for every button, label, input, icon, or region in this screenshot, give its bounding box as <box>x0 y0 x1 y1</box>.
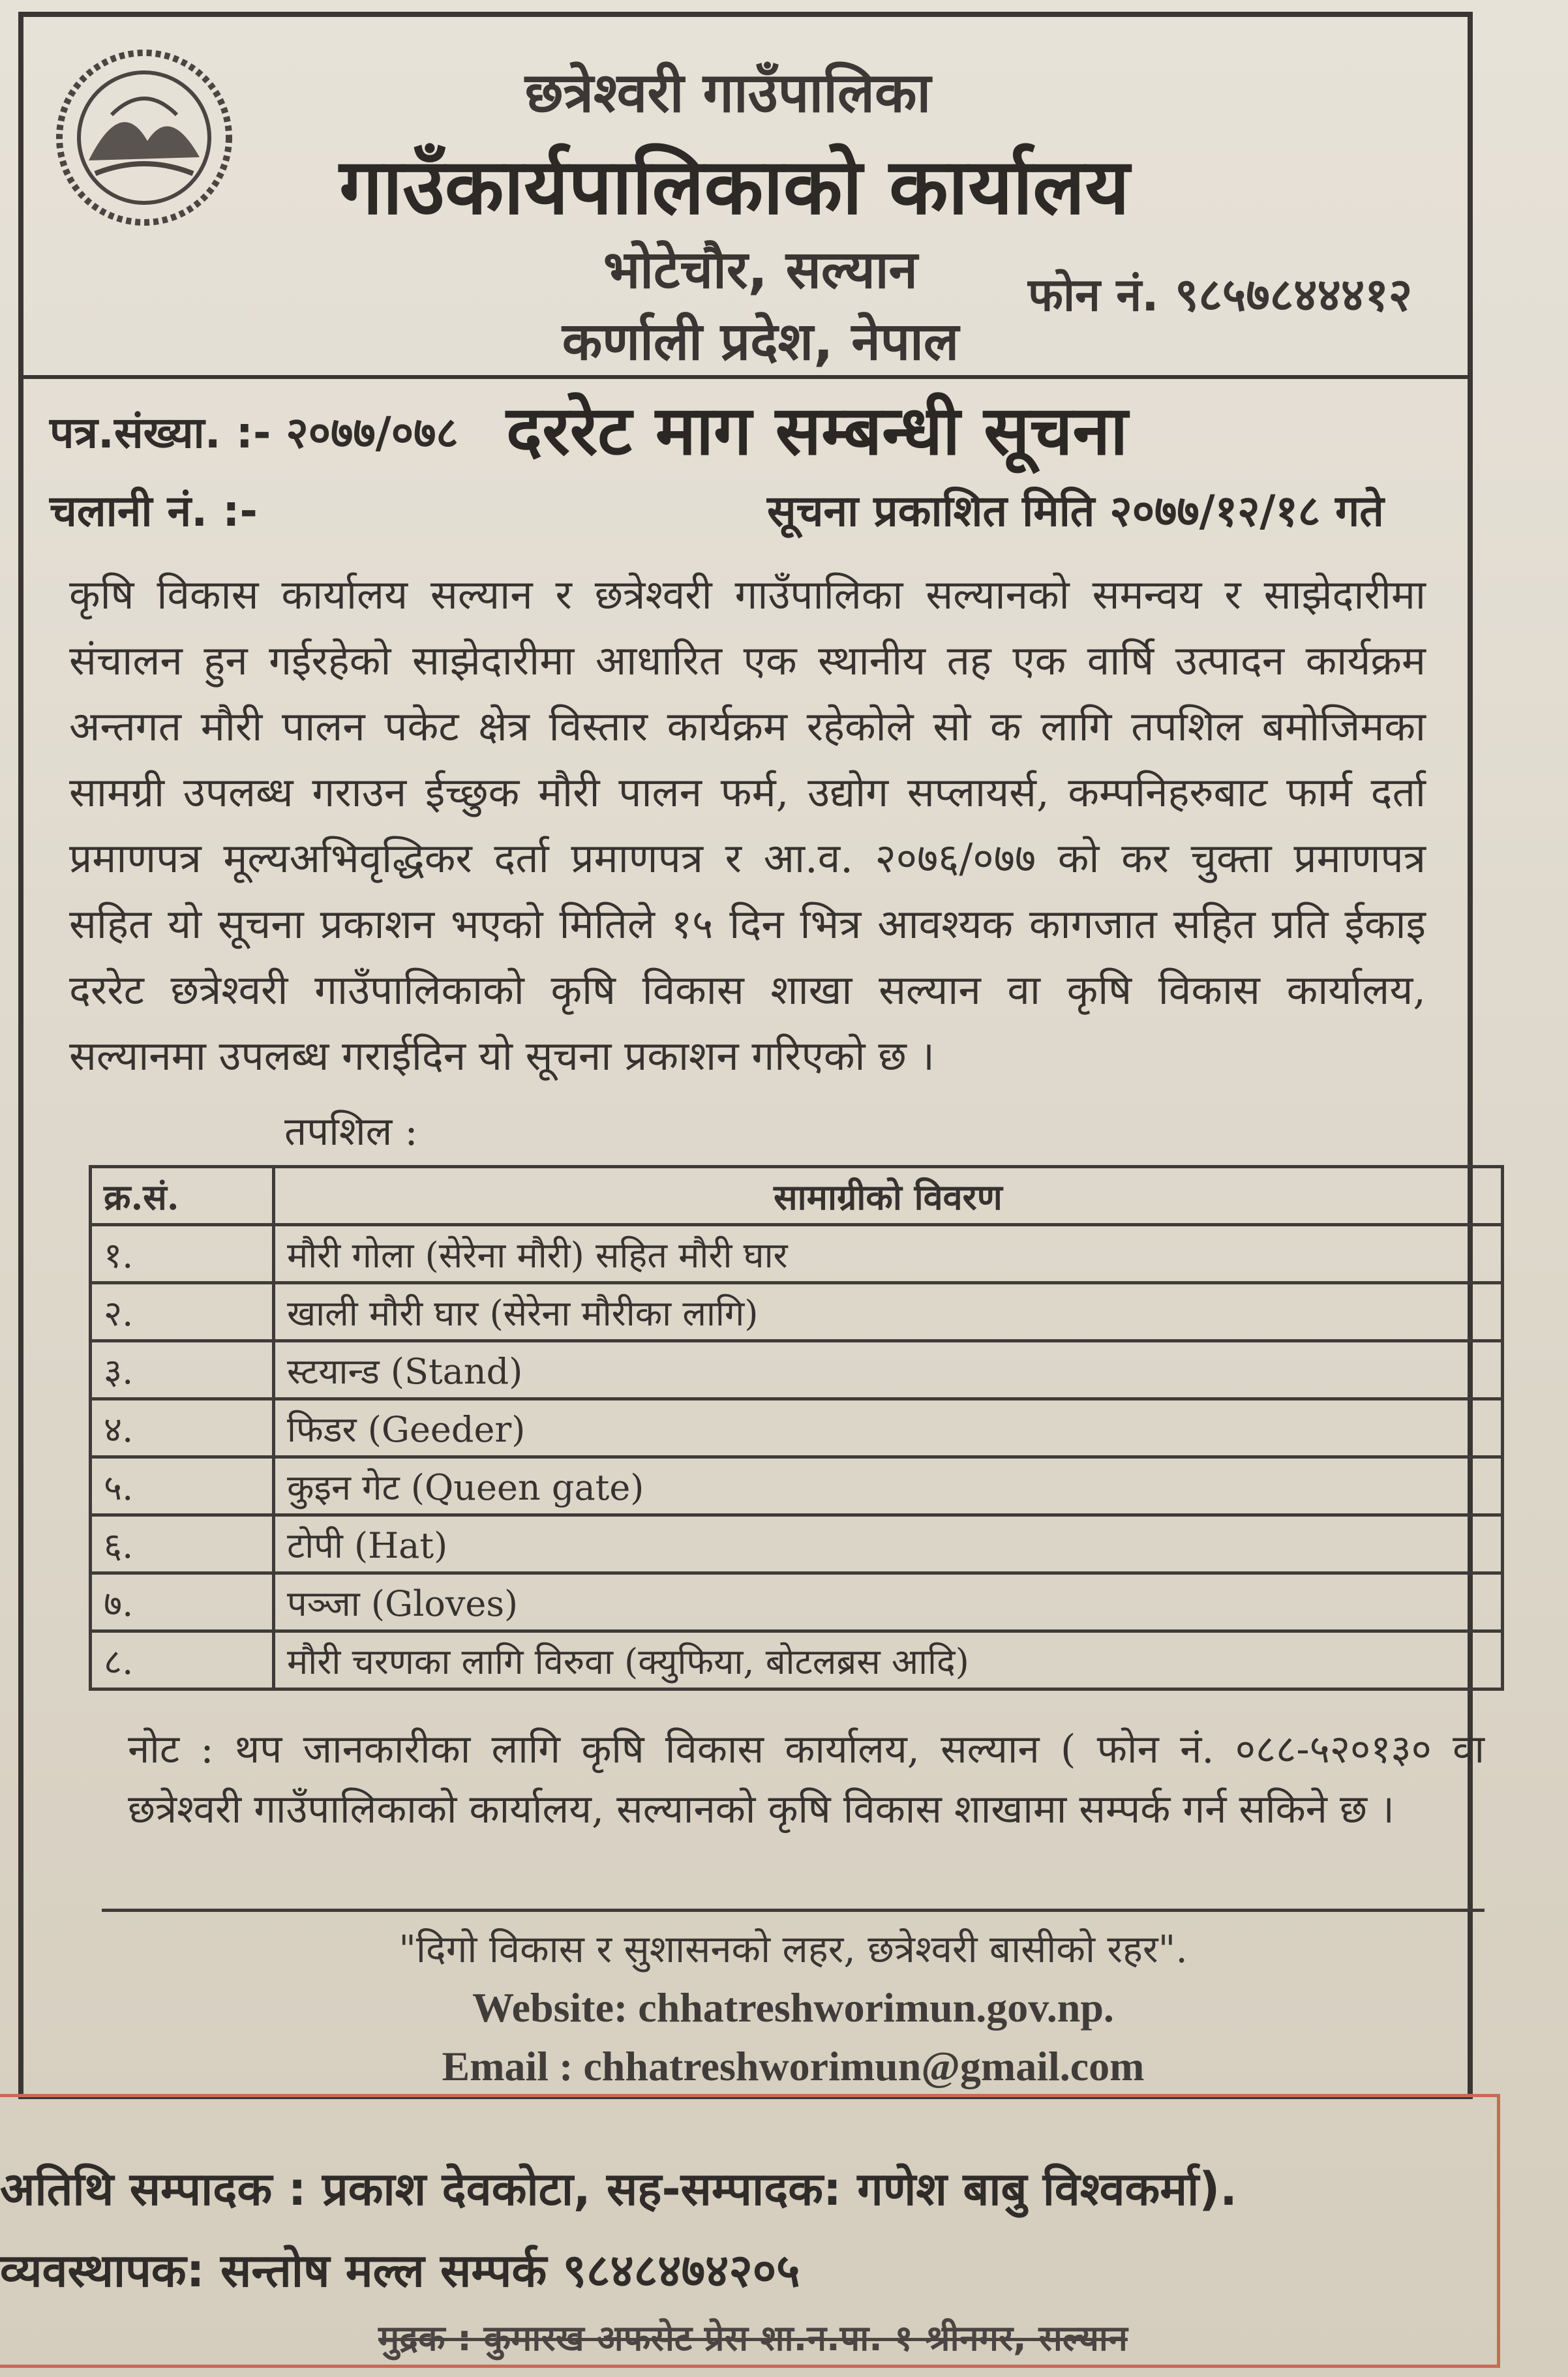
notice-title: दररेट माग सम्बन्धी सूचना <box>506 391 1128 470</box>
office-name: गाउँकार्यपालिकाको कार्यालय <box>339 142 1130 232</box>
letter-number: पत्र.संख्या. :- २०७७/०७८ <box>50 408 459 458</box>
row-item: पञ्जा (Gloves) <box>274 1573 1503 1631</box>
schedule-label: तपशिल : <box>284 1109 418 1155</box>
note-text: नोट : थप जानकारीका लागि कृषि विकास कार्यालय, सल्यान ( फोन नं. ०८८-५२०१३० वा छत्रेश्वरी गाउँपालिकाको कार्यालय, सल्यानको कृषि विकास शाखामा सम्पर्क गर्न सकिने छ । <box>128 1727 1485 1832</box>
row-sn: २. <box>91 1283 274 1341</box>
dispatch-number: चलानी नं. :- <box>50 486 258 536</box>
address-line-2: कर्णाली प्रदेश, नेपाल <box>562 311 959 372</box>
email-text: Email : chhatreshworimun@gmail.com <box>442 2043 1145 2089</box>
column-header-description: सामाग्रीको विवरण <box>274 1167 1503 1225</box>
table-row <box>91 1399 1503 1457</box>
phone-number: फोन नं. ९८५७८४४४१२ <box>1028 268 1413 322</box>
row-item: मौरी गोला (सेरेना मौरी) सहित मौरी घार <box>274 1225 1503 1283</box>
column-header-sn: क्र.सं. <box>91 1167 274 1225</box>
row-sn: ५. <box>91 1457 274 1515</box>
manager-credit: व्यवस्थापक: सन्तोष मल्ल सम्पर्क ९८४८४७४२०५ <box>0 2244 800 2297</box>
notice-box <box>18 12 1485 2099</box>
row-item: मौरी चरणका लागि विरुवा (क्युफिया, बोटलब्रस आदि) <box>274 1631 1503 1689</box>
table-row <box>91 1631 1503 1689</box>
row-sn: ३. <box>91 1341 274 1399</box>
row-item: टोपी (Hat) <box>274 1515 1503 1573</box>
table-row <box>91 1341 1503 1399</box>
published-date: सूचना प्रकाशित मिति २०७७/१२/१८ गते <box>767 486 1384 536</box>
table-row <box>91 1225 1503 1283</box>
credits-box <box>0 2094 1500 2368</box>
printer-credit: मुद्रक : कुमारख अफसेट प्रेस शा.न.पा. १ श्रीनगर, सल्यान <box>378 2318 1128 2359</box>
row-sn: ८. <box>91 1631 274 1689</box>
row-sn: ७. <box>91 1573 274 1631</box>
table-row <box>91 1283 1503 1341</box>
table-header-row <box>91 1167 1503 1225</box>
emblem-logo <box>50 43 239 232</box>
notice-footer <box>102 1909 1485 2108</box>
row-sn: ६. <box>91 1515 274 1573</box>
table-row <box>91 1515 1503 1573</box>
editor-credit: अतिथि सम्पादक : प्रकाश देवकोटा, सह-सम्पादक: गणेश बाबु विश्वकर्मा). <box>0 2162 1237 2216</box>
row-item: कुइन गेट (Queen gate) <box>274 1457 1503 1515</box>
table-row <box>91 1457 1503 1515</box>
row-item: खाली मौरी घार (सेरेना मौरीका लागि) <box>274 1283 1503 1341</box>
notice-header <box>23 17 1468 379</box>
notice-body: कृषि विकास कार्यालय सल्यान र छत्रेश्वरी गाउँपालिका सल्यानको समन्वय र साझेदारीमा संचालन हुन गईरहेको साझेदारीमा आधारित एक स्थानीय तह एक वार्षि उत्पादन कार्यक्रम अन्तगत मौरी पालन पकेट क्षेत्र विस्तार कार्यक्रम रहेकोले सो क लागि तपशिल बमोजिमका सामग्री उपलब्ध गराउन ईच्छुक मौरी पालन फर्म, उद्योग सप्लायर्स, कम्पनिहरुबाट फार्म दर्ता प्रमाणपत्र मूल्यअभिवृद्धिकर दर्ता प्रमाणपत्र र आ.व. २०७६/०७७ को कर चुक्ता प्रमाणपत्र सहित यो सूचना प्रकाशन भएको मितिले १५ दिन भित्र आवश्यक कागजात सहित प्रति ईकाइ दररेट छत्रेश्वरी गाउँपालिकाको कृषि विकास शाखा सल्यान वा कृषि विकास कार्यालय, सल्यानमा उपलब्ध गराईदिन यो सूचना प्रकाशन गरिएको छ । <box>69 571 1426 1080</box>
slogan: "दिगो विकास र सुशासनको लहर, छत्रेश्वरी बासीको रहर". <box>399 1927 1188 1971</box>
address-line-1: भोटेचौर, सल्यान <box>603 239 918 300</box>
row-sn: १. <box>91 1225 274 1283</box>
row-item: फिडर (Geeder) <box>274 1399 1503 1457</box>
row-sn: ४. <box>91 1399 274 1457</box>
table-row <box>91 1573 1503 1631</box>
website-text: Website: chhatreshworimun.gov.np. <box>472 1984 1114 2031</box>
row-item: स्टयान्ड (Stand) <box>274 1341 1503 1399</box>
municipality-name: छत्रेश्वरी गाउँपालिका <box>524 61 931 125</box>
items-table <box>89 1165 1504 1691</box>
